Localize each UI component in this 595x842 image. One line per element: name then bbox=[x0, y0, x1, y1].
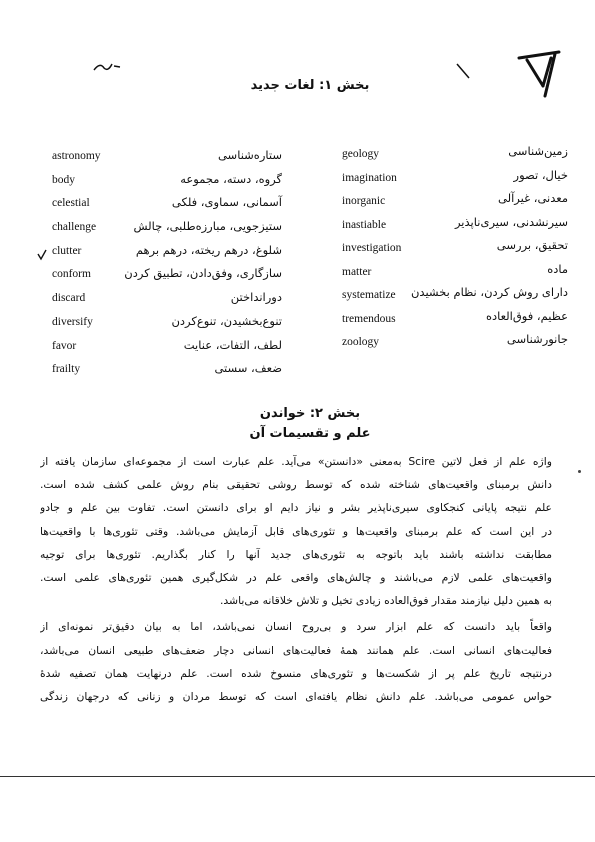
vocab-english: matter bbox=[342, 265, 372, 278]
pen-scribble-icon bbox=[92, 60, 122, 74]
vocab-row bbox=[50, 290, 282, 314]
vocab-row bbox=[50, 243, 282, 267]
paragraph-line: علم نتیجه پایانی کنجکاوی سیری‌ناپذیر بشر و نیاز دایم او برای دانستن است. تفاوت بین علم و جادو bbox=[40, 501, 552, 515]
vocab-english: discard bbox=[52, 292, 86, 305]
section2-subtitle: علم و تقسیمات آن bbox=[249, 426, 371, 441]
paragraph-line: در این است که علم برمبنای واقعیت‌ها و تئوری‌های قابل آزمایش می‌باشد. وقتی تئوری‌ها با واقعیت‌ها bbox=[40, 524, 552, 538]
vocab-row bbox=[340, 332, 568, 356]
scan-speck bbox=[578, 470, 581, 473]
vocab-english: frailty bbox=[52, 363, 81, 376]
vocab-row bbox=[50, 361, 282, 385]
paragraph-line: فعالیت‌های انسانی است. علم همانند همهٔ فعالیت‌های انسانی دچار ضعف‌های طبیعی انسان می‌باشد، bbox=[40, 643, 552, 657]
vocab-row bbox=[50, 219, 282, 243]
section1-title: بخش ۱: لغات جدید bbox=[250, 78, 370, 93]
vocab-persian: تنوع‌بخشیدن، تنوع‌کردن bbox=[171, 313, 282, 328]
vocab-row bbox=[340, 215, 568, 239]
pen-tick-icon bbox=[37, 249, 47, 261]
pen-stroke-icon bbox=[455, 62, 471, 80]
vocab-english: clutter bbox=[52, 244, 82, 257]
vocab-english: imagination bbox=[342, 171, 397, 184]
vocab-row bbox=[50, 172, 282, 196]
vocab-english: body bbox=[52, 173, 75, 186]
vocab-persian: گروه، دسته، مجموعه bbox=[180, 171, 282, 186]
vocab-persian: سیرنشدنی، سیری‌ناپذیر bbox=[454, 214, 568, 229]
vocab-persian: ستاره‌شناسی bbox=[217, 148, 282, 162]
section2-title: بخش ۲: خواندن bbox=[259, 406, 361, 421]
vocab-persian: آسمانی، سماوی، فلکی bbox=[171, 195, 282, 210]
vocab-row bbox=[50, 195, 282, 219]
vocab-persian: ماده bbox=[547, 261, 568, 276]
vocab-english: tremendous bbox=[342, 312, 396, 325]
vocab-row bbox=[340, 191, 568, 215]
paragraph-line: واژه علم از فعل لاتین Scire به‌معنی «دانستن» می‌آید. علم عبارت است از مجموعه‌ای سازمان یافته از bbox=[40, 455, 552, 468]
paragraph-line: به همین دلیل نیازمند مقدار فوق‌العاده زیادی تخیل و تلاش خلاقانه می‌باشد. bbox=[219, 594, 552, 608]
paragraph-line: مطابقت نداشته باشند باید باتوجه به تئوری‌های جدید آنها را کنار بگذاریم. تئوری‌ها برای توجیه bbox=[40, 547, 552, 561]
vocab-english: investigation bbox=[342, 242, 402, 254]
vocab-persian: معدنی، غیرآلی bbox=[497, 191, 568, 205]
vocab-english: inorganic bbox=[342, 195, 386, 207]
page-bottom-rule bbox=[0, 776, 595, 777]
vocab-english: zoology bbox=[342, 336, 380, 348]
vocab-persian: ستیزجویی، مبارزه‌طلبی، چالش bbox=[133, 219, 282, 234]
vocab-english: favor bbox=[52, 339, 77, 352]
handwritten-mark-icon bbox=[515, 48, 565, 100]
vocab-row bbox=[340, 144, 568, 168]
vocab-persian: تحقیق، بررسی bbox=[496, 238, 568, 252]
vocab-row bbox=[50, 148, 282, 172]
vocab-persian: سازگاری، وفق‌دادن، تطبیق کردن bbox=[124, 266, 282, 281]
reading-passage bbox=[40, 450, 552, 708]
vocab-row bbox=[340, 262, 568, 286]
vocab-persian: عظیم، فوق‌العاده bbox=[485, 308, 568, 323]
vocab-english: systematize bbox=[342, 289, 396, 301]
vocab-english: conform bbox=[52, 268, 91, 281]
vocab-row bbox=[50, 338, 282, 362]
vocab-english: inastiable bbox=[342, 218, 387, 231]
vocab-persian: ضعف، سستی bbox=[214, 361, 282, 376]
vocab-list-right bbox=[340, 144, 568, 356]
vocab-list-left bbox=[50, 148, 282, 385]
vocab-row bbox=[340, 285, 568, 309]
vocab-persian: لطف، التفات، عنایت bbox=[183, 337, 282, 352]
vocab-english: geology bbox=[342, 148, 380, 160]
vocab-persian: شلوغ، درهم ریخته، درهم برهم bbox=[135, 242, 282, 257]
vocab-english: astronomy bbox=[52, 150, 101, 162]
vocab-persian: جانورشناسی bbox=[506, 332, 568, 346]
vocab-english: celestial bbox=[52, 197, 90, 210]
vocab-persian: دارای روش کردن، نظام بخشیدن bbox=[410, 285, 568, 299]
vocab-row bbox=[340, 309, 568, 333]
vocab-english: diversify bbox=[52, 315, 93, 328]
paragraph-line: حواس عمومی می‌باشد. علم دانش نظام یافته‌ای است که توسط مردان و زنانی که درجهان زندگی bbox=[40, 689, 552, 703]
vocab-persian: زمین‌شناسی bbox=[508, 144, 568, 158]
vocab-persian: خیال، تصور bbox=[513, 167, 568, 182]
vocab-row bbox=[340, 168, 568, 192]
paragraph-line: دانش برمبنای واقعیت‌های شناخته شده که توسط روشی تحقیقی بنام روش علمی کشف شده است. bbox=[40, 478, 552, 492]
vocab-persian: دورانداختن bbox=[230, 290, 282, 305]
vocab-english: challenge bbox=[52, 221, 97, 234]
vocab-row bbox=[50, 314, 282, 338]
vocab-row bbox=[50, 266, 282, 290]
paragraph-line: واقعاً باید دانست که علم ابزار سرد و بی‌روح انسان نمی‌باشد، اما به بیان دقیق‌تر نمونه‌ای از bbox=[40, 620, 552, 634]
vocab-row bbox=[340, 238, 568, 262]
paragraph-line: درنتیجه تاریخ علم پر از شکست‌ها و تئوری‌های منسوخ شده است. علم درنهایت همان تصفیه شدهٔ bbox=[40, 666, 552, 680]
paragraph-line: واقعیت‌های علمی لازم می‌باشند و چالش‌های واقعی علم در شکل‌گیری همین تئوری‌های علمی است. bbox=[40, 570, 552, 584]
